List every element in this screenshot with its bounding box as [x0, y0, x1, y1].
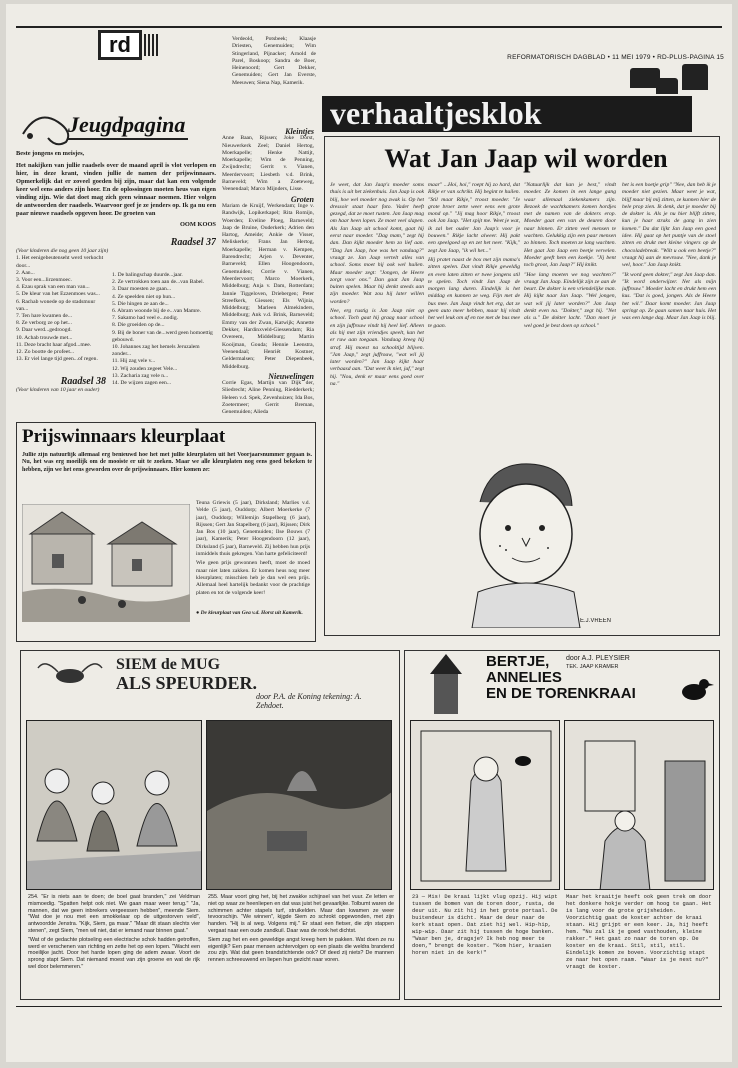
comic-siem-caption-1: 254. "Er is niets aan te doen; de boel gaat branden," zei Veldman mismoedig. "Spatten helpt ook niet. We gaan maar weer terug." "Ja, mannen, dat we geen inbrekers vergeessen hebben", meende Siem. "Wat doe je nou met een smokkelaar op de uitgestorven veld", antwoordde Jenstra. "Kijk, Siem, ga maar." "Maar dit staan slechts vier stenen", zegt Siem, "men wil niet, dat er iemand naar binnen gaat." "Wat of de gedachte plotseling een electrische schok hadden getroffen, werd er verschenen van richting en zette het op een lopen. "Wacht een moeilijke jacht. Door het harde lopen ging de adem zwaar. Voort de sprong stapt Siem. Dat niemand moest van zijn groene en wat de rijk wel door belemmeren." — [28, 894, 200, 970]
comic-bertje-title: BERTJE, ANNELIES EN DE TORENKRAAI — [486, 654, 636, 702]
kleintjes-title: Kleintjes — [285, 128, 314, 136]
comic-bertje-credits: door A.J. PLEYSIER TEK. JAAP KRAMER — [566, 655, 630, 670]
comic-bertje-panel-1 — [410, 720, 560, 890]
riddle-item: 8. Die groeiden op de... — [112, 322, 165, 329]
story-column-1: Je weet, dat Jan Jaap's moeder soms thuis is uit het ziekenhuis. Jan Jaap is ook blij, hoe wel moeder nog zwak is. Op het dressoir staat haar foto. Vader heeft gezegd, dat ze moet rusten. Jan Jaap mag om haar heen lopen. Ze moet veel slapen. Als Jan Jaap uit school komt, gaat hij eerst naar moeder. "Dag mam," zegt hij dan. Dan kijkt moeder hem zo lief aan. "Dag Jan Jaap, hoe was het vandaag?" vraagt ze. Jan Jaap vertelt alles van school. Soms moet hij ook wel huilen. Maar moeder zegt: "Jongen, de Heere zorgt voor ons." Dan gaat Jan Jaap buiten spelen. Maar hij denkt steeds aan zijn moeder. Wat zou hij later willen worden? Nee, erg rustig is Jan Jaap niet op school. Toch gaat hij graag naar school en zijn juffrouw vindt hij heel lief. Alleen als hij met zijn vriendjes speelt, kan het er ruw aan toegaan. Vandaag kreeg hij straf. Hij moest na schooltijd blijven. "Jan Jaap," zegt juffrouw, "wat wil jij later worden?" Jan Jaap kijkt haar verbaasd aan. "Dat weet ik niet, juf," zegt hij. "Nou, denk er maar eens goed over na." — [330, 182, 424, 388]
winners-list — [222, 128, 314, 418]
kleurplaat-winners: Teuna Griewis (5 jaar), Dirksland; Marlies v.d. Velde (5 jaar), Ouddorp; Albert Moerkerke (7 jaar), Ouddorp; Willemijn Stapelberg (6 jaar), Rijssen; Gert Jan Stapelberg (6 jaar), Rijssen; Dirk Jan Bos (10 jaar), Genemuiden; Ilse Bouws (7 jaar), Kamerik; Peter Hoogendoorn (12 jaar), Dirksland (5 jaar), Barneveld. Zij hebben hun prijs inmiddels thuis gekregen. Van harte gefeliciteerd! Wie geen prijs gewonnen heeft, moet de moed maar niet laten zakken. Er komen heus nog meer kleurplaten; misschien heb je dan wel een prijs. Allemaal heel hartelijk bedankt voor de prachtige platen en tot de volgende keer! — [196, 500, 310, 596]
logo-stripes — [144, 34, 160, 56]
comic-siem-panel-1 — [26, 720, 202, 890]
comic-siem-panel-2 — [206, 720, 392, 890]
riddle-item: 3. Voor een...lirzenmoec. — [16, 276, 72, 283]
bottom-rule — [16, 1006, 722, 1007]
riddle-item: 1. De balingschap duurde...jaar. — [112, 272, 183, 278]
riddle-item: 5. De kleur van het Ezzenmoes was... — [16, 291, 100, 298]
comic-siem-credits: door P.A. de Koning tekening: A. Zehdoet. — [256, 692, 362, 710]
riddle-item: 1. Het eenigebeutenseht werd verkocht door... — [16, 255, 104, 269]
raadsel-37-intro: (Voor kinderen die nog geen 10 jaar zijn) — [16, 248, 109, 254]
riddle-item: 6. Abram woonde bij de e...van Mamre. — [112, 308, 202, 315]
riddle-item: 2. Aan... — [16, 269, 35, 276]
riddle-item: 6. Rachab wonede op de stadsmuur van... — [16, 298, 96, 312]
groten-title: Groten — [290, 194, 314, 204]
bell-icon — [656, 78, 678, 94]
raadsel-38-list — [112, 272, 216, 392]
riddle-item: 13. Zacharia zag vele n... — [112, 372, 169, 379]
nieuwelingen-title: Nieuwelingen — [268, 371, 314, 381]
comic-siem-caption-2: 255. Maar voort ging het, bij het zwakke schijnsel van het vuur. Ze letten er niet op waar ze heenliepen en dat was juist het gevaarlijke. Tolbumt waren de schimmen achter stapels turf, struikelden. Maar dan kwamen ze weer tevoorschijn. "We winnen", kijgde Siem zo schrokt opgewonden, met zijn handen. "Hij is al weg. Volgens mij." Er staat een fietser, die zijn stappen vergaat naar een oude zandkuil. Daar was de rook het dichtst. Siem zag het en een geweldige angst kreeg hem te pakken. Wat doen ze nu eigenlijk? Een paar mensen achtervolgen op een plaats die weldra brandend zou zijn. Wat dat geen brandstichtende ook? Of deed zij niets? De mannen rennen schreeuwend en liepen hun gezicht naar voren. — [208, 894, 394, 964]
raadsel-37-title: Raadsel 37 — [170, 237, 216, 248]
riddle-item: 11. Hij zag vele v... — [112, 358, 156, 365]
riddle-item: 2. Ze vertrokken toen aan de...van Babel. — [112, 279, 205, 286]
riddle-item: 12. Wij zouden zegeet Vele... — [112, 365, 178, 372]
nieuwelingen-text: Corrie Egas, Martijn van Dijk der, Sliedrecht; Aline Penning, Riedderkerk; Heleen v.d. Spek, Zevenhuizen; Ida Bos, Zoetermeer; Gerrit Breman, Genemuiden; Alieda — [222, 380, 314, 416]
greeting: Beste jongens en meisjes, — [16, 150, 85, 157]
story-column-2: maar" ...Hoi, hoi," roept hij zo hard, dat Rikje er van schrikt. Hij begint te huilen. "Stil maar Rikje," troost moeder. "Je grote broer zette weer eens een grote mond op." "Jij mag hoor Rikje," troost ook Jan Jaap. "Het spijt me. Weet je wat, ik zal het ouder Jan Jaap's voor je bouwen." Rikje lacht alweer. Hij pakt een speelgoed op en zet het neer. "Kijk," zegt Jan Jaap, "ik wil het..." Hij pratet naast de box met zijn mama's zitten spelen. Dat vindt Rikje geweldig en even laten zitten er twee jongens stil te spelen. Toch vindt Jan Jaap de morgen lang duren. Eindelijk is het middag en kunnen ze weg. Fijn met de bus mee. Jan Jaap vindt het erg, dat ze geen auto meer hebben, maar hij vindt het wel leuk om af en toe met de bus mee te gaan. — [428, 182, 520, 329]
kleurplaat-intro: Jullie zijn natuurlijk allemaal erg benieuwd hoe het met jullie kleurplaten uit het Voorjaarsnummer gegaan is. Nu, het was erg moeilijk om de mooiste er uit te zoeken. Maar we alle kleurplaten nog eens goed bekeken te hebben, zijn we het eens geworden over de prijswinnaars. Hier komen ze: — [22, 452, 312, 473]
comic-bertje-panel-2 — [564, 720, 714, 890]
riddle-item: 7. Sakamo had veel e...nodig. — [112, 315, 179, 322]
riddle-item: 13. Er viel lange tijd geen...of regen. — [16, 356, 98, 363]
raadsel-38-block — [16, 376, 106, 410]
kleurplaat-caption: ● De kleurplaat van Gea v.d. Horst uit Kamerik. — [196, 610, 303, 616]
riddle-item: 5. Die hingen ze aan de... — [112, 300, 169, 307]
groten-text: Mariam de Kruijf, Werkendam; Inge v. Randwijk, Lopikerkapel; Rita Romijn, Woerden; Eveline Ploeg, Barneveld; Jaap de Bruine, Ouderkerk; Adrien den Hartog, Ameide; Ankie de Visser, Meliskerke; Frans Jan Hertog, Moerkapelle; Herman v. Kempen, Barendrecht; Arjen v. Deventer, Barneveld; Ellen Hoogendoorn, Genemuiden; Corrie v. Vianen, Meerdervoort; Marco Moerkerk, Middelburg; Anja v. Dam, Rotterdam; Jannie Tiggeloven, Driebergen; Peter Streefkerk, Giessen; Els Wijnia, Middelburg; Marleen Almekinders, Middelburg; Ank v.d. Brink, Barneveld; Emmy van der Zwan, Katwijk; Annette Dekker, Hardinxveld-Giessendam; Ria Overeem, Middelburg; Martin Kooijman, Gouda; Hennie Leenstra, Veenendaal; Henriët Kostner, Geldermalsen; Peter Diepenbeek, Middelburg. — [222, 202, 314, 370]
masthead: REFORMATORISCH DAGBLAD • 11 MEI 1979 • RD-PLUS-PAGINA 15 — [507, 54, 724, 61]
riddle-item: 4. Ze speelden niet op hun... — [112, 293, 176, 300]
story-column-4: het is een hoetje grip" "Nee, dan heb ik je moeder niet gezien. Maar weet je wat, blijf maar bij mij zitten, ze kunnen hier de hele prop zien. Ik denk, dat je moeder bij de dokter is. Als je nu hier blijft zitten, kun je haar straks de gang in zien komen." Da dat lijkt Jan Jaap een goed idee. Hij gaat op het puntje van de stoel zitten en drukt met kleine vingers op de chocoladebreak. "Wilt u ook een beetje?" vraagt hij aan de mevrouw. "Nee, dank je wel, hoor." Jan Jaap knikt. "Ik word geen dokter," zegt Jan Jaap dan. "Ik word onderwijzer. Net als mijn juffrouw." Moeder lacht en drukt hem een kus. "Dat is goed, jongen. Als de Heere het wil." Daar komt moeder. Jan Jaap springt op. Ze gaan samen naar huis. Het was een lange dag. Maar Jan Jaap is blij. — [622, 182, 716, 322]
section-banner-verhaaltjesklok — [322, 96, 692, 132]
riddle-item: 7. Ten hare kwamen de... — [16, 312, 73, 319]
crow-icon — [674, 668, 714, 708]
riddle-item: 12. Zo bootte de profeet... — [16, 348, 75, 355]
riddle-item: 3. Daar moesten ze gaan... — [112, 286, 172, 293]
rd-logo: rd — [98, 30, 142, 60]
riddle-item: 9. Bij de boner van de...werd geen homoettig gebouwd. — [112, 329, 213, 343]
raadsel-38-title: Raadsel 38 — [60, 376, 106, 387]
signature: OOM KOOS — [179, 221, 216, 228]
riddle-item: 14. De wijzen zagen een... — [112, 380, 172, 387]
story-column-3: "Natuurlijk dat kan je best," vindt moeder. Ze komen in een lange gang waar allemaal ziekenkamers zijn. Bezoek de wachtkamers komen hordjes met de namen van de dokters erop. Moeder gaat een van de deuren door naar binnen. Er zitten veel mensen te wachten. Gelukkig zijn een paar mensen zo binnen. Toch moeten ze lang wachten. Het gaat Jan Jaap een beetje vervelen. Moeder geeft hem een koekje. "Jij bent toch groot, Jan Jaap?" Hij knikt. "Hoe lang moeten we nog wachten?" vraagt Jan Jaap. Eindelijk zijn ze aan de beurt. De dokter is een vriendelijke man. Hij kijkt naar Jan Jaap. "Wel jongen, wat wil jij later worden?" Jan Jaap denkt even na. "Dokter," zegt hij. "Net als u." De dokter lacht. "Dan moet je wel goed je best doen op school." — [524, 182, 616, 329]
raadsel-37-list — [16, 255, 106, 363]
raadsel-38-intro: (Voor kinderen van 10 jaar en ouder) — [16, 387, 100, 393]
riddle-item: 11. Deze bracht haar afgod...mee. — [16, 341, 92, 348]
riddle-item: 4. Ezau sprak van een man van... — [16, 284, 90, 291]
kleurplaat-title: Prijswinnaars kleurplaat — [22, 426, 226, 447]
bell-icon — [682, 64, 708, 90]
kleintjes-text: Anne Baan, Rijssen; Joke Dorst, Nieuwerkerk Zeel; Daniel Hertog, Moerkapelle; Henke Nattijt, Moerkapelle; Wim de Penning, Zwijndrecht; Gerrit v. Vianen, Meerdervoort; Liesbeth v.d. Brink, Barneveld; Wim a Zoeteweg, Veenendaal; Marco Mijnders, Lisse. — [222, 135, 314, 193]
comic-bertje-caption-1: 23 — Mis! De kraai lijkt vlug opzij. Hij wipt tussen de bomen van de toren door, rusta, de deur uit. Nu zit hij in het grote portaal. De buitendeur is dicht. Maar de deur naar de kerk staat open. Dat ziet hij wel. Hip-hip, wip-wip. Daar zit hij tussen de hoge banken. "Waar ben je, dragsje? Ik heb nog meer te doen," brengt de koster. "Kom hier, kraaien horen niet in de kerk!" — [412, 894, 558, 956]
riddle-item: 8. Ze verborg ze op het... — [16, 320, 72, 327]
jeugd-label: Jeugdpagina — [68, 112, 188, 140]
riddle-item: 10. Johannes zag het hemels Jeruzalem zonder... — [112, 344, 200, 358]
section-banner-title: verhaaltjesklok — [330, 95, 542, 131]
kleurplaat-image — [22, 504, 190, 622]
church-tower-icon — [410, 654, 490, 714]
intro-text: Het nakijken van jullie raadsels over de maand april is vlot verlopen en hier, in deze krant, vinden jullie de namen der prijswinnaars. Opmerkelijk dat er zoveel goeden bij zijn, maar dat kan een volgende keer wel eens anders zijn hoor. En de oplossingen moeten heus van eigen vinding zijn. Wie dat doet mag zich geen winnaar noemen. Hier volgen de antwoorden der raadsels. Waarvoor geef je ze jenders op. Ik ga nu een paar nieuwe raadsels opgeven hoor. De groeten van — [16, 162, 216, 217]
riddle-item: 9. Daar werd...gedroogd. — [16, 327, 72, 334]
newspaper-page — [6, 4, 732, 1062]
comic-siem-title: SIEM de MUG ALS SPEURDER. — [116, 656, 258, 693]
illustration-signature: E.J.VREEN — [580, 618, 612, 624]
story-title: Wat Jan Jaap wil worden — [384, 144, 668, 173]
story-illustration-boy — [430, 442, 616, 628]
mug-icon — [30, 654, 110, 694]
comic-bertje-caption-2: Maar het kraaitje heeft ook geen trek om door het donkere hokje verder om hoog te gaan. Het is lang voor de grote grijsheiden. Voorzichtig gaat de koster achter de kraai staan. Hij grijpt er een keer. Ja, hij heeft hem. "Nu zal ik je goed vasthouden, kleine rakker." Het gaat zo naar de toren op. De koster en de kraai. Stil, stil, stil. Eindelijk komen ze boven. Voorzichtig stapt ze naar het open raam. "Waar is je nest nu?" vraagt de koster. — [566, 894, 712, 970]
top-rule — [16, 26, 722, 28]
riddle-item: 10. Achab trouwde met... — [16, 334, 73, 341]
winners-continued: Verdeold, Potsbeek; Klaasje Driesten, Genemuiden; Wim Stingerland, Pijnacker; Arnold de Parel, Boskoop; Sandra de Boer, Heinenoord; Gert Dekker, Genemuiden; Gert Jan Everste, Meeuwen; Siena Nap, Kamerik. — [232, 36, 316, 86]
